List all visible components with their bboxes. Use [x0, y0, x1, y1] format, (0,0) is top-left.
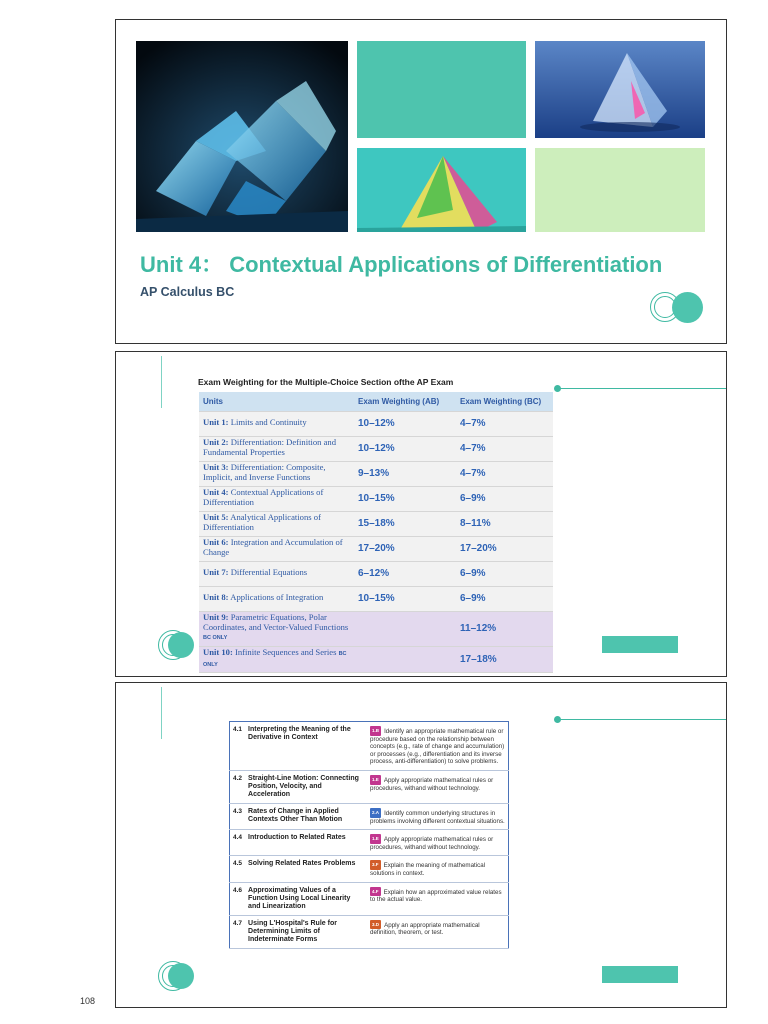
topic-description-cell: [367, 722, 508, 771]
unit-name: Contextual Applications of Differentiation: [203, 487, 324, 507]
bc-weighting: 17–20%: [456, 536, 553, 561]
ab-weighting: [354, 646, 456, 672]
ab-weighting: 10–12%: [354, 436, 456, 461]
topic-name: Using L'Hospital's Rule for Determining Limits of Indeterminate Forms: [248, 919, 337, 943]
unit-number: Unit 3:: [203, 462, 229, 472]
topic-row: [230, 722, 509, 771]
teal-tile: [357, 41, 526, 138]
ab-weighting: 15–18%: [354, 511, 456, 536]
unit-number: Unit 8:: [203, 591, 229, 602]
horizontal-accent-line: [557, 719, 727, 720]
topic-description: Identify common underlying structures in problems involving different contextual situations.: [370, 809, 505, 825]
unit-name: Parametric Equations, Polar Coordinates, and Vector-Valued Functions: [203, 612, 349, 632]
topic-row: [230, 830, 509, 856]
teal-bar: [602, 966, 678, 983]
page-number: 108: [80, 996, 96, 1006]
unit-name: Differentiation: Definition and Fundamental Properties: [203, 437, 337, 457]
table-row: [199, 646, 553, 672]
topic-row: [230, 915, 509, 948]
skill-badge: 3.D: [370, 920, 381, 930]
ab-weighting: 9–13%: [354, 461, 456, 486]
topic-description: Apply an appropriate mathematical definition, theorem, or test.: [370, 921, 480, 937]
unit-cell: [199, 646, 354, 672]
topic-row: [230, 803, 509, 829]
accent-dot: [554, 385, 561, 392]
slide-subtitle: AP Calculus BC: [140, 285, 235, 299]
unit-cell: [199, 611, 354, 646]
topic-number: 4.1: [233, 726, 243, 733]
circles-decoration: [650, 292, 706, 324]
skill-badge: 1.B: [370, 726, 381, 736]
topic-description-cell: [367, 915, 508, 948]
table-row: [199, 561, 553, 586]
topic-number: 4.2: [233, 774, 243, 782]
unit-number: Unit 4:: [203, 487, 229, 497]
topic-description: Identify an appropriate mathematical rule or procedure based on the relationship between concepts (e.g., rate of change and accumulation) or processes (e.g., differentiation and its inverse process, anti-differentiation) to solve problems.: [370, 728, 505, 766]
unit-cell: [199, 561, 354, 586]
table-row: [199, 486, 553, 511]
ab-weighting: 10–15%: [354, 486, 456, 511]
topic-name: Rates of Change in Applied Contexts Other Than Motion: [248, 807, 343, 823]
unit-cell: [199, 436, 354, 461]
unit-name: Infinite Sequences and Series: [235, 646, 337, 657]
unit-name: Integration and Accumulation of Change: [203, 537, 343, 557]
unit-cell: [199, 511, 354, 536]
topic-description: Apply appropriate mathematical rules or procedures, withand without technology.: [370, 776, 494, 792]
ab-weighting: 17–20%: [354, 536, 456, 561]
topic-description: Explain the meaning of mathematical solutions in context.: [370, 862, 486, 877]
unit-number: Unit 1:: [203, 416, 229, 427]
topic-description-cell: [367, 803, 508, 829]
topic-description-cell: [367, 882, 508, 915]
unit-number: Unit 7:: [203, 566, 229, 577]
crystal-cubes-image: [136, 41, 348, 232]
topic-row: [230, 882, 509, 915]
unit-number: Unit 9:: [203, 612, 229, 623]
unit-number: Unit 6:: [203, 537, 229, 547]
table-row: [199, 586, 553, 611]
topic-description-cell: [367, 830, 508, 856]
skill-badge: 4.F: [370, 887, 381, 897]
light-green-tile: [535, 148, 705, 232]
bc-weighting: 6–9%: [456, 561, 553, 586]
ab-weighting: 10–12%: [354, 411, 456, 436]
topic-number: 4.3: [233, 807, 243, 815]
unit-number: Unit 10:: [203, 646, 233, 657]
circles-decoration: [158, 961, 214, 993]
ab-weighting: 10–15%: [354, 586, 456, 611]
bc-weighting: 17–18%: [456, 646, 553, 672]
exam-weighting-table: [199, 392, 553, 673]
topic-name: Interpreting the Meaning of the Derivative in Context: [248, 726, 351, 741]
unit-name: Applications of Integration: [230, 591, 324, 602]
circles-decoration: [158, 630, 214, 662]
table-row: [199, 411, 553, 436]
topic-description: Apply appropriate mathematical rules or procedures, withand without technology.: [370, 836, 494, 851]
skill-badge: 2.A: [370, 808, 381, 818]
bc-weighting: 4–7%: [456, 436, 553, 461]
table-title: Exam Weighting for the Multiple-Choice Section ofthe AP Exam: [198, 377, 454, 387]
column-header-bc: Exam Weighting (BC): [456, 392, 553, 411]
unit-cell: [199, 486, 354, 511]
bc-weighting: 11–12%: [456, 611, 553, 646]
topic-number: 4.5: [233, 860, 243, 868]
topic-description-cell: [367, 856, 508, 882]
topic-description: Explain how an approximated value relates to the actual value.: [370, 888, 502, 904]
accent-dot: [554, 716, 561, 723]
topic-name: Introduction to Related Rates: [248, 834, 346, 842]
table-row: [199, 436, 553, 461]
topic-row: [230, 770, 509, 803]
unit-number: Unit 2:: [203, 437, 229, 447]
unit-name: Differential Equations: [230, 566, 308, 577]
unit-cell: [199, 411, 354, 436]
skill-badge: 1.E: [370, 775, 381, 785]
vertical-accent-line: [161, 356, 162, 408]
topic-row: [230, 856, 509, 882]
exam-weighting-slide: [115, 351, 727, 677]
bc-weighting: 6–9%: [456, 486, 553, 511]
slide-title: Unit 4： Contextual Applications of Differentiation: [140, 252, 663, 277]
table-row: [199, 461, 553, 486]
prism-image: [357, 148, 526, 232]
topic-description-cell: [367, 770, 508, 803]
topic-name: Approximating Values of a Function Using Local Linearity and Linearization: [248, 886, 351, 910]
ab-weighting: 6–12%: [354, 561, 456, 586]
unit-cell: [199, 461, 354, 486]
horizontal-accent-line: [557, 388, 727, 389]
ab-weighting: [354, 611, 456, 646]
bc-weighting: 6–9%: [456, 586, 553, 611]
table-row: [199, 511, 553, 536]
topic-number: 4.6: [233, 886, 243, 894]
unit-cell: [199, 536, 354, 561]
skill-badge: 3.F: [370, 860, 381, 870]
column-header-ab: Exam Weighting (AB): [354, 392, 456, 411]
skill-badge: 1.E: [370, 834, 381, 844]
table-row: [199, 611, 553, 646]
topic-number: 4.7: [233, 919, 243, 927]
unit-name: Limits and Continuity: [230, 416, 307, 427]
bc-only-label: BC ONLY: [203, 650, 347, 668]
vertical-accent-line: [161, 687, 162, 739]
topic-name: Solving Related Rates Problems: [248, 860, 356, 868]
topic-number: 4.4: [233, 834, 243, 842]
bc-weighting: 4–7%: [456, 461, 553, 486]
title-slide: [115, 19, 727, 344]
unit-cell: [199, 586, 354, 611]
unit-number: Unit 5:: [203, 512, 229, 522]
table-row: [199, 536, 553, 561]
bc-weighting: 8–11%: [456, 511, 553, 536]
topics-table: [229, 721, 509, 949]
glass-pyramid-image: [535, 41, 705, 138]
unit-name: Differentiation: Composite, Implicit, and Inverse Functions: [203, 462, 326, 482]
teal-bar: [602, 636, 678, 653]
column-header-units: Units: [199, 392, 354, 411]
bc-only-label: BC ONLY: [203, 635, 228, 642]
topic-name: Straight-Line Motion: Connecting Position, Velocity, and Acceleration: [248, 774, 359, 798]
bc-weighting: 4–7%: [456, 411, 553, 436]
topics-slide: [115, 682, 727, 1008]
unit-name: Analytical Applications of Differentiation: [203, 512, 321, 532]
